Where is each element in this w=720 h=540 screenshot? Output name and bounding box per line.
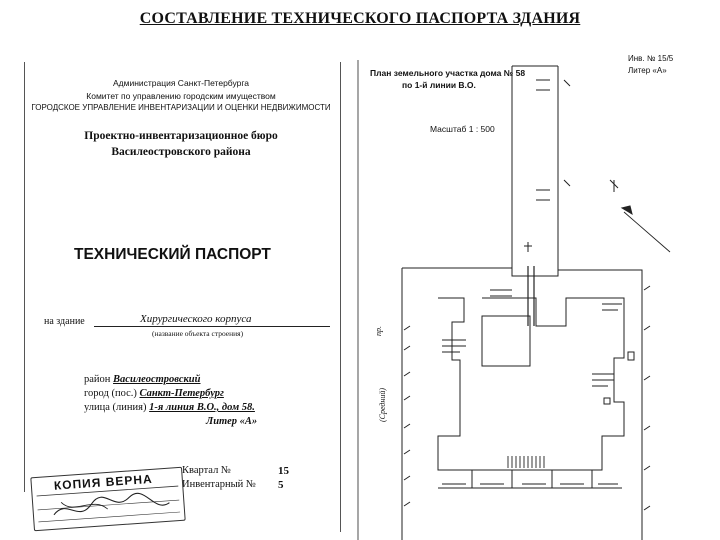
- page-edge-left: [24, 62, 25, 492]
- district-label: район: [84, 374, 111, 385]
- district-row: [84, 374, 201, 385]
- kvartal-label: Квартал №: [182, 465, 231, 476]
- inventory-label: Инвентарный №: [182, 479, 256, 490]
- plan-drawing: [352, 40, 720, 540]
- document-title: ТЕХНИЧЕСКИЙ ПАСПОРТ: [74, 246, 271, 263]
- page-edge-right: [340, 62, 341, 532]
- plan-title-line-1: План земельного участка дома № 58: [370, 68, 526, 78]
- city-value: Санкт-Петербург: [139, 388, 224, 399]
- plan-litera-ref: Литер «А»: [628, 66, 667, 75]
- litera: Литер «А»: [206, 416, 258, 427]
- building-underline: [94, 326, 330, 327]
- bureau-name-line-1: Проектно-инвентаризационное бюро: [84, 130, 278, 142]
- admin-line-2: Комитет по управлению городским имуществом: [86, 91, 276, 101]
- kvartal-value: 15: [278, 465, 289, 477]
- street-label-vertical-1: пр.: [374, 326, 383, 336]
- city-row: [84, 388, 224, 399]
- copy-stamp: [30, 467, 185, 531]
- land-plot-plan: [352, 40, 720, 540]
- district-value: Василеостровский: [113, 374, 201, 385]
- plan-title-line-2: по 1-й линии В.О.: [402, 80, 476, 90]
- admin-line-3: ГОРОДСКОЕ УПРАВЛЕНИЕ ИНВЕНТАРИЗАЦИИ И ОЦЕНКИ НЕДВИЖИМОСТИ: [31, 103, 331, 112]
- building-hint: (название объекта строения): [152, 329, 244, 338]
- plan-scale: Масштаб 1 : 500: [430, 124, 495, 134]
- passport-cover-page: [22, 58, 347, 540]
- admin-line-1: Администрация Санкт-Петербурга: [112, 78, 250, 88]
- plan-inventory-ref: Инв. № 15/5: [628, 54, 674, 63]
- city-label: город (пос.): [84, 388, 137, 399]
- street-label-vertical-2: (Средний): [378, 387, 387, 422]
- bureau-name-line-2: Василеостровского района: [111, 146, 251, 158]
- street-value: 1-я линия В.О., дом 58.: [149, 402, 255, 413]
- slide-title: СОСТАВЛЕНИЕ ТЕХНИЧЕСКОГО ПАСПОРТА ЗДАНИЯ: [139, 10, 581, 27]
- street-row: [84, 402, 255, 413]
- street-label: улица (линия): [84, 402, 147, 413]
- stamp-text: КОПИЯ ВЕРНА: [53, 471, 154, 493]
- stamp-signature: [31, 468, 184, 530]
- building-value: Хирургического корпуса: [140, 313, 252, 325]
- inventory-value: 5: [278, 479, 284, 491]
- building-label: на здание: [44, 316, 85, 327]
